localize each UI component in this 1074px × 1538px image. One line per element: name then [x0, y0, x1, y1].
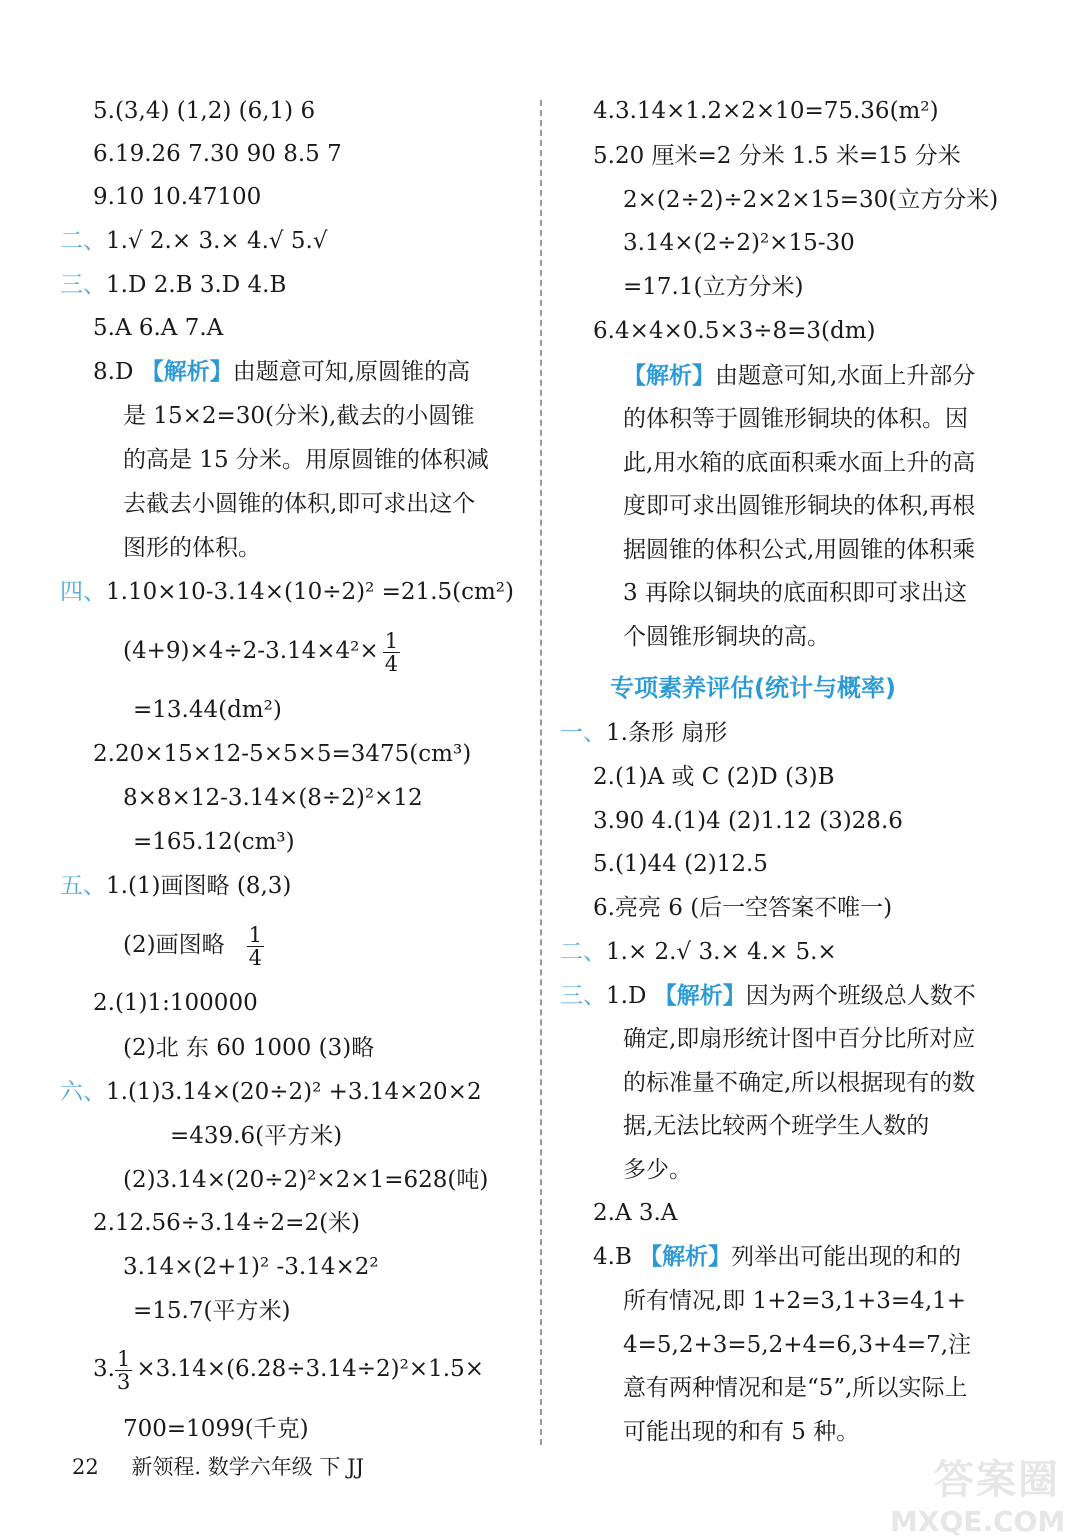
answer-line: =13.44(dm²)	[133, 697, 282, 723]
answer-line: 此,用水箱的底面积乘水面上升的高	[623, 450, 976, 476]
answer-line: =439.6(平方米)	[170, 1123, 343, 1149]
answer-line: 6.19.26 7.30 90 8.5 7	[93, 141, 342, 167]
answer-line	[60, 270, 286, 300]
answer-text: 因为两个班级总人数不	[745, 983, 976, 1009]
answer-line: 度即可求出圆锥形铜块的体积,再根	[623, 493, 976, 519]
answer-text: 由题意可知,原圆锥的高	[232, 359, 471, 385]
answer-line: 5.A 6.A 7.A	[93, 315, 224, 341]
answer-line: 去截去小圆锥的体积,即可求出这个	[123, 491, 476, 517]
section-mark: 三、	[560, 983, 606, 1009]
answer-line	[560, 718, 727, 748]
fraction-numerator: 1	[248, 922, 262, 947]
answer-text: ×3.14×(6.28÷3.14÷2)²×1.5×	[136, 1356, 484, 1382]
answer-line: 4=5,2+3=5,2+4=6,3+4=7,注	[623, 1332, 972, 1358]
answer-text: 1.× 2.√ 3.× 4.× 5.×	[606, 939, 837, 965]
answer-line	[560, 981, 976, 1011]
answer-line: 个圆锥形铜块的高。	[623, 624, 830, 650]
answer-line: 多少。	[623, 1157, 692, 1183]
answer-line: 2.12.56÷3.14÷2=2(米)	[93, 1210, 361, 1236]
answer-text: 3.	[93, 1356, 115, 1382]
answer-line	[93, 357, 470, 387]
answer-line	[623, 361, 975, 391]
answer-line	[123, 628, 404, 675]
answer-line: =15.7(平方米)	[133, 1298, 291, 1324]
answer-line: 的高是 15 分米。用原圆锥的体积减	[123, 447, 489, 473]
answer-line: 6.亮亮 6 (后一空答案不唯一)	[593, 895, 893, 921]
answer-line: 6.4×4×0.5×3÷8=3(dm)	[593, 318, 876, 344]
answer-line: 3.90 4.(1)4 (2)1.12 (3)28.6	[593, 808, 903, 834]
answer-line: 4.3.14×1.2×2×10=75.36(m²)	[593, 98, 939, 124]
answer-text: 1.条形 扇形	[606, 720, 728, 746]
answer-line	[60, 871, 291, 901]
answer-text: (2)画图略	[123, 932, 225, 958]
analysis-tag: 【解析】	[653, 983, 746, 1009]
answer-text: (4+9)×4÷2-3.14×4²×	[123, 638, 379, 664]
answer-line	[560, 937, 837, 967]
answer-line	[60, 226, 327, 256]
fraction-denominator: 3	[116, 1369, 131, 1394]
answer-line: 3.14×(2÷2)²×15-30	[623, 230, 855, 256]
answer-line: 的标准量不确定,所以根据现有的数	[623, 1070, 976, 1096]
answer-line: (2)3.14×(20÷2)²×2×1=628(吨)	[123, 1167, 489, 1193]
watermark-logo	[890, 1448, 1066, 1538]
analysis-tag: 【解析】	[639, 1244, 732, 1270]
answer-line: 3 再除以铜块的底面积即可求出这	[623, 580, 967, 606]
answer-line: 可能出现的和有 5 种。	[623, 1419, 860, 1445]
watermark-logo-text: 答案圈	[934, 1457, 1060, 1503]
answer-line: 8×8×12-3.14×(8÷2)²×12	[123, 785, 423, 811]
answer-line: 5.(1)44 (2)12.5	[593, 851, 768, 877]
answer-line: 2.A 3.A	[593, 1200, 678, 1226]
answer-line: 据圆锥的体积公式,用圆锥的体积乘	[623, 537, 976, 563]
section-mark: 五、	[60, 873, 106, 899]
answer-line: 5.(3,4) (1,2) (6,1) 6	[93, 98, 316, 124]
fraction	[383, 630, 400, 675]
answer-line: 确定,即扇形统计图中百分比所对应	[623, 1026, 976, 1052]
answer-line: 3.14×(2+1)² -3.14×2²	[123, 1254, 379, 1280]
section-mark: 二、	[560, 939, 606, 965]
answer-line	[60, 1077, 482, 1107]
answer-text: 1.10×10-3.14×(10÷2)² =21.5(cm²)	[106, 579, 514, 605]
answer-text: 1.D	[606, 983, 654, 1009]
answer-line: 图形的体积。	[123, 535, 261, 561]
section-mark: 二、	[60, 228, 106, 254]
fraction	[115, 1348, 132, 1393]
answer-line: 2.(1)1:100000	[93, 990, 258, 1016]
answer-text: 8.D	[93, 359, 141, 385]
fraction-denominator: 4	[248, 945, 262, 970]
section-mark: 六、	[60, 1079, 106, 1105]
answer-line: (2)北 东 60 1000 (3)略	[123, 1035, 375, 1061]
answer-line: 的体积等于圆锥形铜块的体积。因	[623, 406, 968, 432]
answer-line: 9.10 10.47100	[93, 184, 262, 210]
page-number: 22	[72, 1455, 99, 1479]
column-divider	[540, 100, 542, 1445]
section-mark: 三、	[60, 272, 106, 298]
analysis-tag: 【解析】	[140, 359, 233, 385]
answer-line	[593, 1242, 961, 1272]
answer-line: 是 15×2=30(分米),截去的小圆锥	[123, 403, 475, 429]
answer-line: 2×(2÷2)÷2×2×15=30(立方分米)	[623, 187, 999, 213]
analysis-tag: 【解析】	[623, 363, 715, 389]
answer-text: 1.D 2.B 3.D 4.B	[106, 272, 287, 298]
section-mark: 一、	[560, 720, 606, 746]
answer-line: =17.1(立方分米)	[623, 274, 804, 300]
watermark-site: MXQE.COM	[890, 1505, 1066, 1538]
answer-line: 意有两种情况和是“5”,所以实际上	[623, 1375, 968, 1401]
fraction-denominator: 4	[384, 651, 399, 676]
answer-text: 1.(1)画图略 (8,3)	[106, 873, 292, 899]
answer-line: 所有情况,即 1+2=3,1+3=4,1+	[623, 1288, 967, 1314]
answer-line	[60, 577, 514, 607]
fraction	[247, 924, 264, 969]
answer-line: 5.20 厘米=2 分米 1.5 米=15 分米	[593, 143, 961, 169]
answer-text: 列举出可能出现的和的	[731, 1244, 962, 1270]
book-title: 新领程. 数学六年级 下 JJ	[131, 1455, 364, 1479]
answer-line: 2.(1)A 或 C (2)D (3)B	[593, 764, 835, 790]
fraction-numerator: 1	[116, 1346, 131, 1371]
answer-line	[93, 1346, 484, 1393]
answer-line	[123, 922, 268, 969]
section-title: 专项素养评估(统计与概率)	[610, 674, 896, 702]
answer-text: 1.(1)3.14×(20÷2)² +3.14×20×2	[106, 1079, 482, 1105]
page-footer	[72, 1452, 364, 1482]
answer-line: 据,无法比较两个班学生人数的	[623, 1113, 930, 1139]
answer-line: =165.12(cm³)	[133, 829, 295, 855]
section-mark: 四、	[60, 579, 106, 605]
answer-line: 700=1099(千克)	[123, 1416, 309, 1442]
answer-text: 由题意可知,水面上升部分	[715, 363, 976, 389]
fraction-numerator: 1	[384, 628, 399, 653]
answer-line: 2.20×15×12-5×5×5=3475(cm³)	[93, 741, 472, 767]
answer-text: 1.√ 2.× 3.× 4.√ 5.√	[106, 228, 328, 254]
answer-text: 4.B	[593, 1244, 640, 1270]
